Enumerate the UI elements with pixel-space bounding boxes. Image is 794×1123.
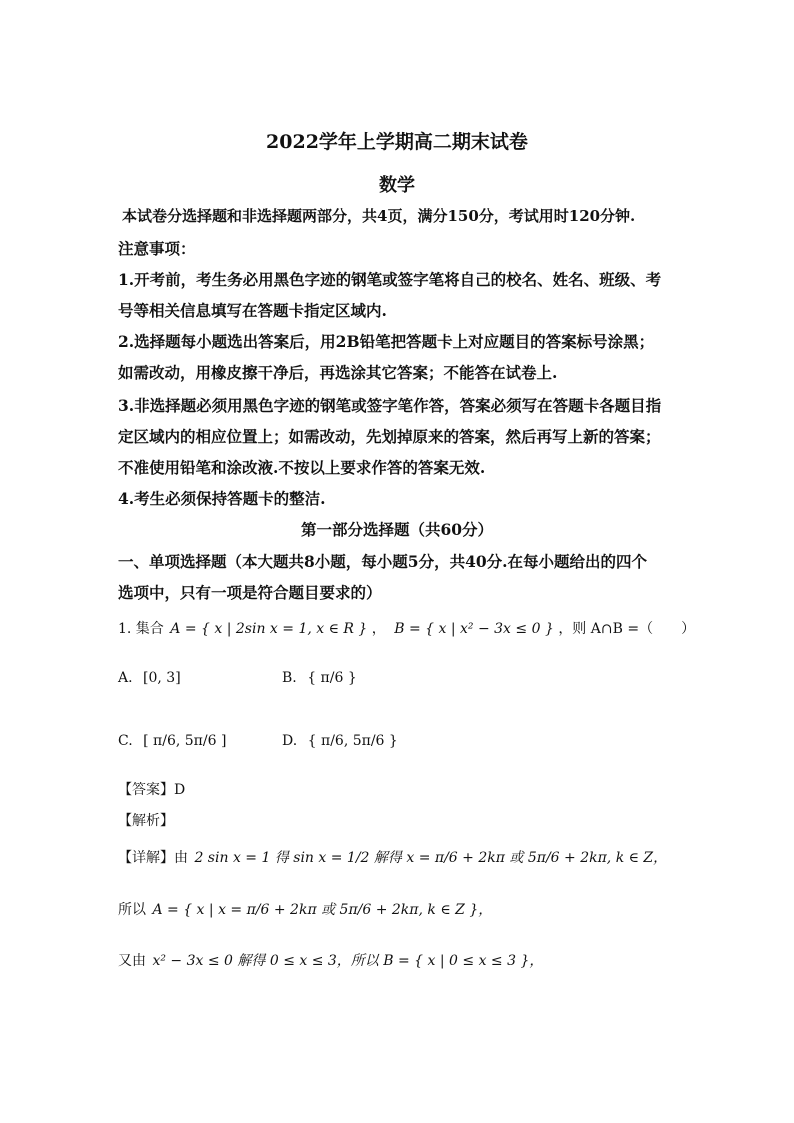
detail-equation-2: A = { x | x = π/6 + 2kπ 或 5π/6 + 2kπ, k ∈ Z }，	[152, 902, 493, 918]
analysis-label: 【解析】	[118, 813, 174, 829]
detail-line-2-prefix: 所以	[118, 902, 146, 918]
option-c	[118, 733, 226, 749]
option-d-label: D.	[282, 733, 298, 749]
question-1-set-a: A = { x | 2sin x = 1, x ∈ R }	[170, 621, 368, 637]
option-a-value: [0, 3]	[143, 670, 181, 686]
instructions-heading: 注意事项：	[118, 239, 196, 258]
option-d-value: { π/6, 5π/6 }	[307, 733, 398, 749]
part-description-line-2: 选项中，只有一项是符合题目要求的）	[118, 583, 382, 602]
instruction-4: 4.考生必须保持答题卡的整洁.	[118, 489, 326, 508]
detail-equation-3: x² − 3x ≤ 0 解得 0 ≤ x ≤ 3，所以 B = { x | 0 ≤ x ≤ 3 }，	[152, 953, 544, 969]
question-1-prefix: 1. 集合	[118, 621, 164, 637]
detail-line-2	[118, 899, 492, 919]
instruction-3-line-3: 不准使用铅笔和涂改液.不按以上要求作答的答案无效.	[118, 458, 486, 477]
instruction-3-line-1: 3.非选择题必须用黑色字迹的钢笔或签字笔作答，答案必须写在答题卡各题目指	[118, 396, 662, 415]
detail-equation-1: 2 sin x = 1 得 sin x = 1/2 解得 x = π/6 + 2kπ 或 5π/6 + 2kπ, k ∈ Z，	[194, 850, 668, 866]
option-c-value: [ π/6, 5π/6 ]	[143, 733, 227, 749]
option-b-label: B.	[282, 670, 297, 686]
detail-line-3	[118, 950, 543, 970]
detail-prefix: 【详解】由	[118, 850, 188, 866]
part-description-line-1: 一、单项选择题（本大题共8小题，每小题5分，共40分.在每小题给出的四个	[118, 552, 648, 571]
instruction-2-line-1: 2.选择题每小题选出答案后，用2B铅笔把答题卡上对应题目的答案标号涂黑；	[118, 332, 655, 351]
exam-title: 2022学年上学期高二期末试卷	[266, 131, 528, 153]
detail-line-1	[118, 847, 667, 867]
option-d	[282, 733, 398, 749]
instructions-intro: 本试卷分选择题和非选择题两部分，共4页，满分150分，考试用时120分钟.	[122, 207, 636, 225]
instruction-1-line-1: 1.开考前，考生务必用黑色字迹的钢笔或签字笔将自己的校名、姓名、班级、考	[118, 270, 662, 289]
detail-line-3-prefix: 又由	[118, 953, 146, 969]
option-a	[118, 670, 181, 686]
instruction-1-line-2: 号等相关信息填写在答题卡指定区域内.	[118, 301, 387, 320]
question-1-stem	[118, 618, 695, 638]
option-b-value: { π/6 }	[307, 670, 357, 686]
instruction-3-line-2: 定区域内的相应位置上；如需改动，先划掉原来的答案，然后再写上新的答案；	[118, 427, 661, 446]
part-title: 第一部分选择题（共60分）	[300, 520, 494, 539]
option-b	[282, 670, 357, 686]
question-1-ask: ，则 A∩B =（ ）	[558, 621, 696, 637]
answer-label: 【答案】D	[118, 782, 186, 798]
question-1-separator: ，	[371, 621, 386, 637]
option-c-label: C.	[118, 733, 133, 749]
subject-title: 数学	[379, 175, 415, 196]
question-1-set-b: B = { x | x² − 3x ≤ 0 }	[394, 621, 554, 637]
option-a-label: A.	[118, 670, 133, 686]
instruction-2-line-2: 如需改动，用橡皮擦干净后，再选涂其它答案；不能答在试卷上.	[118, 363, 558, 382]
